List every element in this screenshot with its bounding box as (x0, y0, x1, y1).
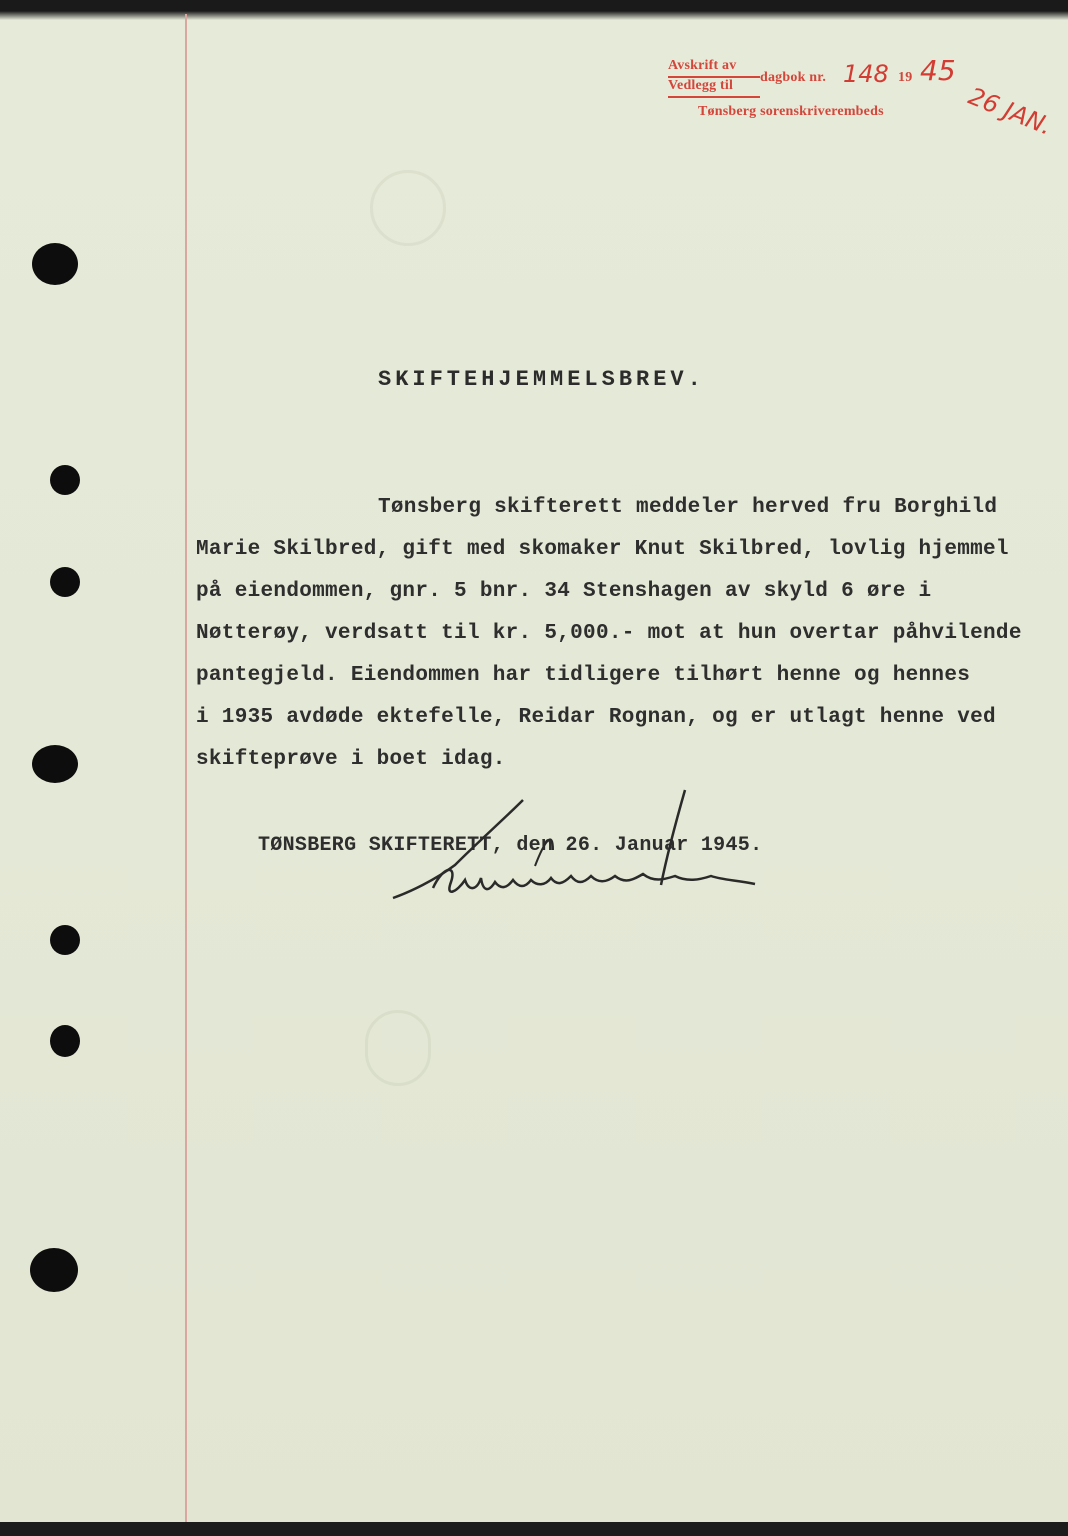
body-line: i 1935 avdøde ektefelle, Reidar Rognan, og er utlagt henne ved (196, 706, 996, 729)
stamp-register-label: dagbok nr. (760, 70, 827, 85)
bleed-through-mark (370, 170, 446, 246)
handwritten-register-number: 148 (843, 60, 889, 88)
signature-icon (385, 780, 785, 930)
handwritten-year: 45 (920, 54, 956, 87)
document-title: SKIFTEHJEMMELSBREV. (378, 367, 705, 392)
punch-hole-icon (50, 925, 80, 955)
body-line: pantegjeld. Eiendommen har tidligere tilhørt henne og hennes (196, 664, 971, 687)
body-line: skifteprøve i boet idag. (196, 748, 506, 771)
stamp-rule (668, 96, 760, 98)
punch-hole-icon (32, 243, 78, 285)
body-line: Marie Skilbred, gift med skomaker Knut Skilbred, lovlig hjemmel (196, 538, 1009, 561)
punch-hole-icon (50, 1025, 80, 1057)
stamp-year-prefix: 19 (898, 70, 913, 85)
body-line: på eiendommen, gnr. 5 bnr. 34 Stenshagen av skyld 6 øre i (196, 580, 932, 603)
margin-rule (185, 14, 187, 1522)
stamp-attachment-label: Vedlegg til (668, 78, 734, 93)
stamp-office-name: Tønsberg sorenskriverembeds (698, 104, 884, 119)
punch-hole-icon (50, 567, 80, 597)
body-line: Nøtterøy, verdsatt til kr. 5,000.- mot at hun overtar påhvilende (196, 622, 1022, 645)
punch-hole-icon (30, 1248, 78, 1292)
handwritten-date: 26 JAN. (964, 82, 1056, 141)
body-line: Tønsberg skifterett meddeler herved fru Borghild (378, 496, 998, 519)
bleed-through-mark (365, 1010, 431, 1086)
scan-bottom-edge (0, 1522, 1068, 1536)
punch-hole-icon (32, 745, 78, 783)
punch-hole-icon (50, 465, 80, 495)
scan-top-edge (0, 0, 1068, 20)
stamp-copy-label: Avskrift av (668, 58, 737, 73)
closing-line: TØNSBERG SKIFTERETT, den 26. Januar 1945. (258, 834, 763, 857)
